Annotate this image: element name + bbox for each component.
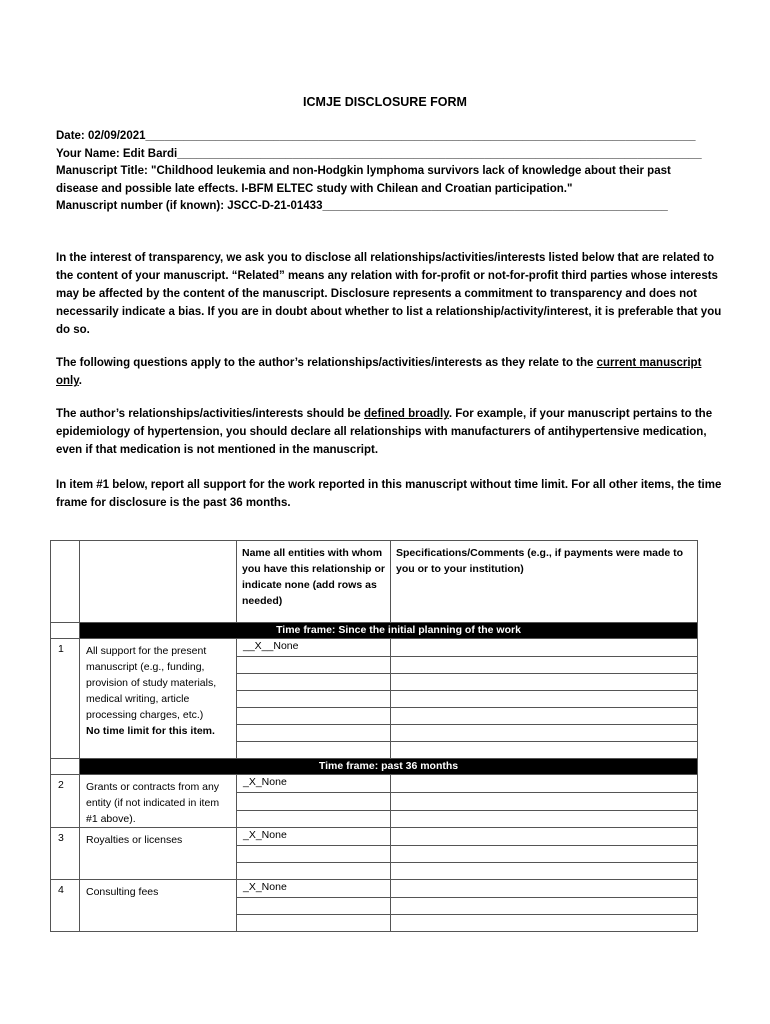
name-field[interactable]: Your Name: Edit Bardi__________________________________________________________________________________ — [56, 147, 702, 160]
intro-paragraph-4: In item #1 below, report all support for the work reported in this manuscript without time limit. For all other items, the time frame for disclosure is the past 36 months. — [56, 479, 722, 509]
intro-p3-text: The author’s relationships/activities/interests should be — [56, 408, 365, 420]
entity-cell[interactable] — [237, 742, 391, 759]
spec-cell[interactable] — [391, 810, 698, 827]
entity-cell[interactable] — [237, 657, 391, 674]
intro-p3-end: . For example, if your manuscript pertains to the epidemiology of hypertension, you should declare all relationships with manufacturers of antihypertensive medication, even if that medication is not mentioned in the manuscript. — [56, 408, 713, 456]
spec-cell[interactable] — [391, 708, 698, 725]
entity-answer-cell[interactable]: _X_None — [237, 775, 391, 793]
spec-cell[interactable] — [391, 880, 698, 898]
intro-paragraph-1: In the interest of transparency, we ask you to disclose all relationships/activities/interests listed below that are related to the content of your manuscript. “Related” means any relation with for-profit or not-for-profit third parties whose interests may be affected by the content of the manuscript. Disclosure represents a commitment to transparency and does not necessarily indicate a bias. If you are in doubt about whether to list a relationship/activity/interest, it is preferable that you do so. — [56, 252, 722, 336]
spec-cell[interactable] — [391, 742, 698, 759]
intro-paragraph-3 — [56, 405, 726, 459]
header-specifications: Specifications/Comments (e.g., if payments were made to you or to your institution) — [391, 541, 698, 623]
form-header-fields — [56, 128, 736, 216]
intro-p3-underlined: defined broadly — [364, 408, 449, 420]
date-field[interactable]: Date: 02/09/2021______________________________________________________________________________________ — [56, 130, 696, 142]
manuscript-number-field[interactable]: Manuscript number (if known): JSCC-D-21-01433______________________________________________________ — [56, 200, 668, 212]
spec-cell[interactable] — [391, 915, 698, 932]
spec-cell[interactable] — [391, 863, 698, 880]
item-number: 1 — [51, 639, 80, 759]
entity-cell[interactable] — [237, 793, 391, 810]
table-header-row — [51, 541, 698, 623]
spec-cell[interactable] — [391, 775, 698, 793]
entity-cell[interactable] — [237, 915, 391, 932]
table-row — [51, 639, 698, 657]
spec-cell[interactable] — [391, 674, 698, 691]
entity-cell[interactable] — [237, 863, 391, 880]
spec-cell[interactable] — [391, 725, 698, 742]
entity-cell[interactable] — [237, 810, 391, 827]
item-description: Royalties or licenses — [80, 828, 237, 880]
disclosure-table — [50, 540, 698, 932]
timeframe-row-1 — [51, 623, 698, 639]
intro-paragraph-2 — [56, 354, 726, 390]
timeframe-label-1: Time frame: Since the initial planning of the work — [80, 623, 698, 639]
header-entities: Name all entities with whom you have this relationship or indicate none (add rows as needed) — [237, 541, 391, 623]
item-number: 2 — [51, 775, 80, 828]
intro-p2-underlined: current manuscript only — [56, 357, 702, 387]
form-title: ICMJE DISCLOSURE FORM — [303, 95, 467, 109]
timeframe-row-2 — [51, 759, 698, 775]
timeframe-label-2: Time frame: past 36 months — [80, 759, 698, 775]
entity-cell[interactable] — [237, 691, 391, 708]
spec-cell[interactable] — [391, 828, 698, 846]
entity-cell[interactable] — [237, 725, 391, 742]
entity-cell[interactable] — [237, 846, 391, 863]
spec-cell[interactable] — [391, 793, 698, 810]
entity-cell[interactable] — [237, 674, 391, 691]
table-row — [51, 775, 698, 793]
item-description: Consulting fees — [80, 880, 237, 932]
spec-cell[interactable] — [391, 846, 698, 863]
header-empty-num — [51, 541, 80, 623]
entity-answer-cell[interactable]: _X_None — [237, 828, 391, 846]
item-number: 3 — [51, 828, 80, 880]
entity-cell[interactable] — [237, 898, 391, 915]
item-note: No time limit for this item. — [86, 725, 215, 737]
spec-cell[interactable] — [391, 639, 698, 657]
intro-p2-text: The following questions apply to the author’s relationships/activities/interests as they relate to the — [56, 357, 597, 369]
manuscript-title-field[interactable]: Manuscript Title: "Childhood leukemia and non-Hodgkin lymphoma survivors lack of knowledge about their past disease and possible late effects. I-BFM ELTEC study with Chilean and Croatian participation." — [56, 165, 671, 195]
entity-answer-cell[interactable]: _X_None — [237, 880, 391, 898]
item-description: Grants or contracts from any entity (if not indicated in item #1 above). — [80, 775, 237, 828]
spec-cell[interactable] — [391, 898, 698, 915]
spec-cell[interactable] — [391, 657, 698, 674]
table-row — [51, 828, 698, 846]
spec-cell[interactable] — [391, 691, 698, 708]
entity-cell[interactable] — [237, 708, 391, 725]
item-desc-text: All support for the present manuscript (e.g., funding, provision of study materials, medical writing, article processing charges, etc.) — [86, 645, 217, 721]
table-row — [51, 880, 698, 898]
entity-answer-cell[interactable]: __X__None — [237, 639, 391, 657]
item-number: 4 — [51, 880, 80, 932]
item-description — [80, 639, 237, 759]
header-empty-desc — [80, 541, 237, 623]
intro-p2-end: . — [78, 375, 82, 387]
